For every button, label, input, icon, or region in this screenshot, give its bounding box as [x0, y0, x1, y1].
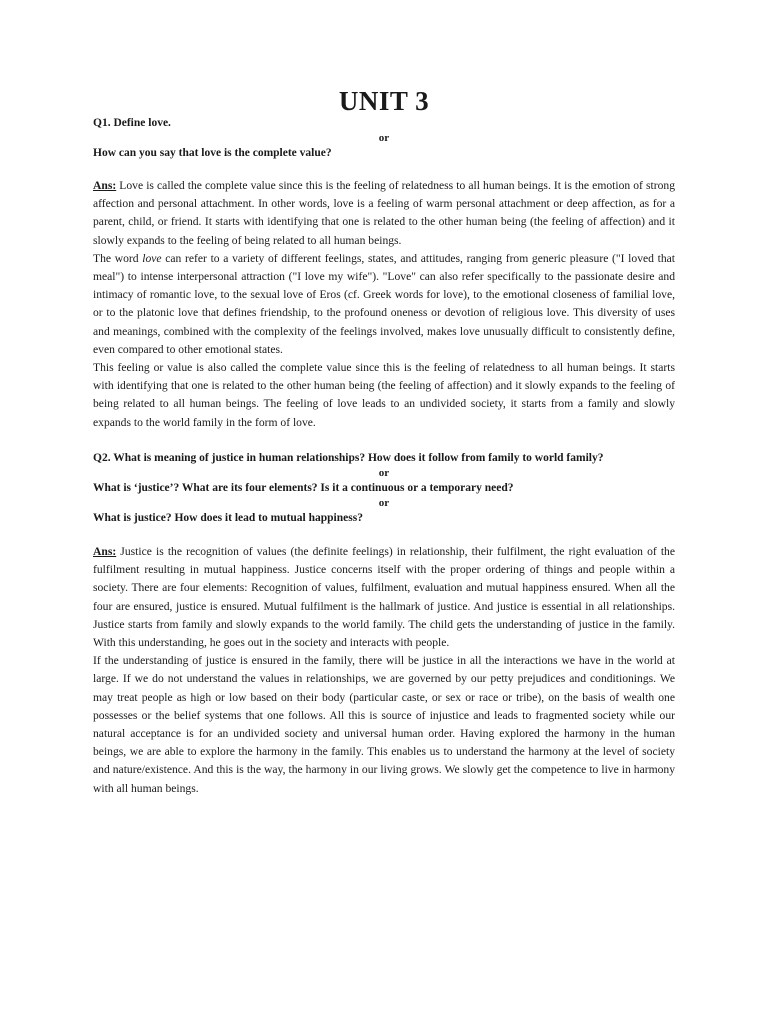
q2-alt-question-1: What is ‘justice’? What are its four elements? Is it a continuous or a temporary need?: [93, 482, 514, 494]
q2-answer-label: Ans:: [93, 545, 117, 558]
q2-alt-question-2: What is justice? How does it lead to mutual happiness?: [93, 512, 363, 524]
q2-answer: [93, 543, 675, 652]
q2-answer-text: Justice is the recognition of values (the definite feelings) in relationship, their fulfilment, the right evaluation of the fulfilment resulting in mutual happiness. Justice concerns itself with the proper ordering of things and people within a society. There are four elements: Recognition of values, fulfilment, evaluation and mutual happiness ensured. When all the four are ensured, justice is ensured. Mutual fulfilment is the hallmark of justice. And justice is essential in all relationships. Justice starts from family and slowly expands to the world family. The child gets the understanding of justice in the family. With this understanding, he goes out in the society and interacts with people.: [93, 545, 675, 650]
q2-answer-block: [93, 543, 675, 798]
q1-question: Q1. Define love.: [93, 117, 171, 129]
q1-paragraph-3: This feeling or value is also called the complete value since this is the feeling of relatedness to all human beings. It starts with identifying that one is related to the other human being (the feeling of affection) and it slowly expands to the feeling of being related to all human beings. The feeling of love leads to an undivided society, it starts from a family and slowly expands to the world family in the form of love.: [93, 361, 675, 429]
q2-heading-block: [93, 451, 675, 526]
q2-or-2: or: [378, 497, 390, 509]
q1-p2-italic-word: love: [142, 251, 162, 265]
q1-heading-block: [93, 116, 675, 161]
q1-answer-block: [93, 177, 675, 432]
q2-question: Q2. What is meaning of justice in human relationships? How does it follow from family to world family?: [93, 452, 604, 464]
q1-answer: [93, 177, 675, 250]
q1-p2-rest: can refer to a variety of different feelings, states, and attitudes, ranging from generic pleasure ("I loved that meal") to intense interpersonal attraction ("I love my wife"). "Love" can also refer specifically to the passionate desire and intimacy of romantic love, to the sexual love of Eros (cf. Greek words for love), to the emotional closeness of familial love, or to the platonic love that defines friendship, to the profound oneness or devotion of religious love. This diversity of uses and meanings, combined with the complexity of the feelings involved, makes love unusually difficult to consistently define, even compared to other emotional states.: [93, 251, 676, 356]
q1-answer-text: Love is called the complete value since this is the feeling of relatedness to all human beings. It is the emotion of strong affection and personal attachment. In other words, love is a feeling of warm personal attachment or deep affection, as for a parent, child, or friend. It starts with identifying that one is related to the other human being (the feeling of affection) and it slowly expands to the feeling of being related to all human beings.: [93, 179, 675, 247]
page-title: UNIT 3: [338, 86, 430, 116]
q1-alt-question: How can you say that love is the complete value?: [93, 147, 332, 159]
q2-or-1: or: [378, 467, 390, 479]
q1-paragraph-2: [93, 250, 675, 359]
q1-p2-start: The word: [93, 251, 143, 265]
q1-or: or: [378, 132, 390, 144]
q2-paragraph-2: If the understanding of justice is ensured in the family, there will be justice in all the interactions we have in the world at large. If we do not understand the values in relationships, we are governed by our petty prejudices and conditionings. We may treat people as high or low based on their body (particular caste, or sex or race or tribe), on the basis of wealth one possesses or the belief systems that one follows. All this is source of injustice and leads to fragmented society while our natural acceptance is for an undivided society and universal human order. Having explored the harmony in the human beings, we are able to explore the harmony in the family. This enables us to understand the harmony at the level of society and nature/existence. And this is the way, the harmony in our living grows. We slowly get the competence to live in harmony with all human beings.: [93, 654, 675, 795]
q1-answer-label: Ans:: [93, 179, 117, 192]
